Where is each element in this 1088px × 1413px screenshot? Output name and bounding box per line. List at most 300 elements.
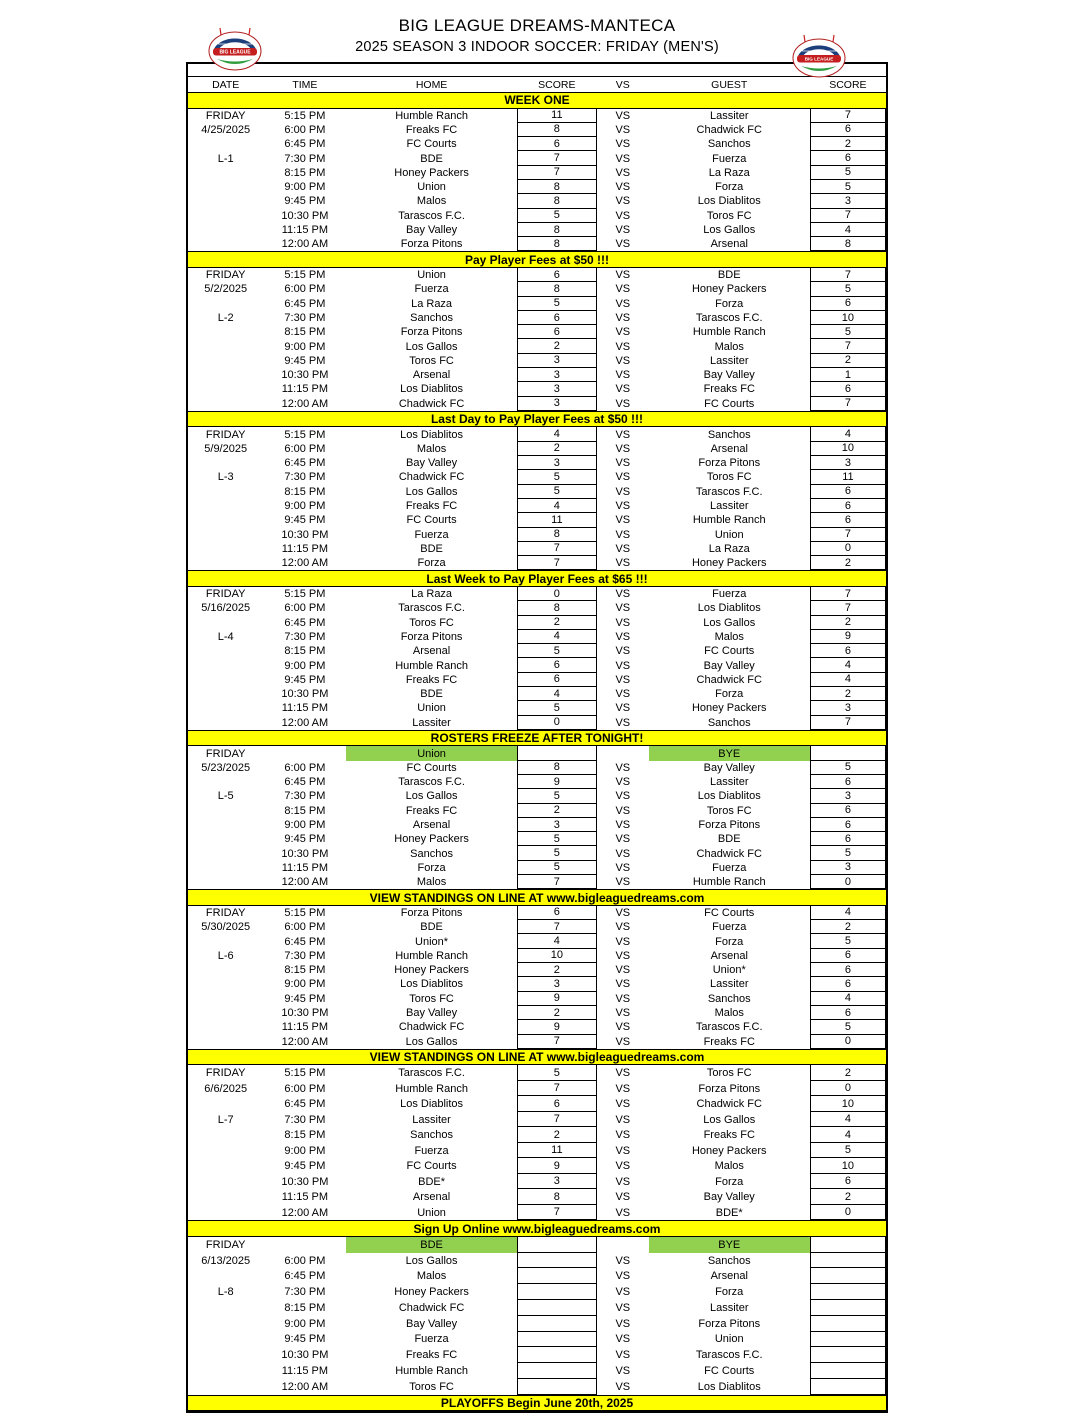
date-cell xyxy=(188,542,263,556)
home-score-box: 6 xyxy=(517,906,597,920)
vs-cell: VS xyxy=(615,485,631,498)
date-cell xyxy=(188,1143,263,1159)
date-cell xyxy=(188,963,263,977)
home-score-cell xyxy=(517,861,597,875)
guest-team-cell: Toros FC xyxy=(706,804,752,817)
home-score-box: 8 xyxy=(517,282,597,296)
guest-score-box: 2 xyxy=(810,556,886,570)
date-cell: 4/25/2025 xyxy=(201,123,251,136)
home-score-cell xyxy=(517,761,597,775)
bye-row xyxy=(188,746,886,760)
home-team-cell: Bay Valley xyxy=(405,224,458,237)
time-cell: 6:45 PM xyxy=(284,776,326,789)
guest-score-box: 5 xyxy=(810,1020,886,1034)
home-team-cell: Union* xyxy=(415,935,449,948)
stadium-logo-icon xyxy=(208,26,262,72)
column-header-date: DATE xyxy=(212,78,240,91)
home-score-box: 2 xyxy=(517,1127,597,1143)
week-section xyxy=(188,1065,886,1220)
date-cell: L-8 xyxy=(217,1286,234,1299)
date-cell: FRIDAY xyxy=(205,906,246,919)
game-row xyxy=(188,789,886,803)
guest-score-cell xyxy=(810,616,886,630)
week-banner: VIEW STANDINGS ON LINE AT www.bigleaguedreams.com xyxy=(188,889,886,906)
guest-score-box: 5 xyxy=(810,761,886,775)
game-row xyxy=(188,1081,886,1097)
time-cell: 6:45 PM xyxy=(284,457,326,470)
guest-score-box: 1 xyxy=(810,368,886,382)
guest-score-cell xyxy=(810,209,886,223)
guest-team-cell: Lassiter xyxy=(709,776,749,789)
vs-cell: VS xyxy=(615,1365,631,1378)
time-cell: 8:15 PM xyxy=(284,166,326,179)
guest-score-box: 0 xyxy=(810,875,886,889)
home-team-cell: Humble Ranch xyxy=(395,1082,468,1095)
home-team-cell: Arsenal xyxy=(412,369,451,382)
date-cell xyxy=(188,339,263,353)
vs-cell: VS xyxy=(615,645,631,658)
home-team-cell: Los Gallos xyxy=(405,485,458,498)
guest-score-box: 2 xyxy=(810,354,886,368)
vs-cell: VS xyxy=(615,906,631,919)
week-section xyxy=(188,268,886,411)
guest-team-cell: Honey Packers xyxy=(691,557,767,570)
home-score-box: 4 xyxy=(517,934,597,948)
guest-team-cell: La Raza xyxy=(708,542,750,555)
game-row xyxy=(188,1316,886,1332)
time-cell: 10:30 PM xyxy=(281,1175,329,1188)
guest-team-cell: BDE xyxy=(717,269,741,282)
vs-cell: VS xyxy=(615,442,631,455)
time-cell: 6:45 PM xyxy=(284,297,326,310)
date-cell xyxy=(188,297,263,311)
game-row xyxy=(188,920,886,934)
guest-team-cell: Malos xyxy=(714,630,744,643)
vs-cell: VS xyxy=(615,500,631,513)
home-score-box: 2 xyxy=(517,442,597,456)
guest-score-cell xyxy=(810,804,886,818)
guest-score-cell xyxy=(810,861,886,875)
guest-score-box: 6 xyxy=(810,818,886,832)
guest-score-cell xyxy=(810,601,886,615)
home-team-cell: BDE xyxy=(420,152,443,165)
guest-score-box xyxy=(810,1347,886,1363)
vs-cell: VS xyxy=(615,1113,631,1126)
home-score-box: 7 xyxy=(517,875,597,889)
time-cell: 9:00 PM xyxy=(284,181,326,194)
guest-team-cell: Humble Ranch xyxy=(692,876,766,889)
guest-team-cell: Forza Pitons xyxy=(698,1082,761,1095)
home-team-cell: Toros FC xyxy=(409,616,454,629)
home-score-box: 5 xyxy=(517,644,597,658)
vs-cell: VS xyxy=(615,557,631,570)
guest-team-cell: Los Gallos xyxy=(703,224,756,237)
home-score-cell xyxy=(517,587,597,601)
guest-score-cell xyxy=(810,109,886,123)
time-cell: 9:00 PM xyxy=(284,500,326,513)
home-team-cell: Honey Packers xyxy=(394,833,469,846)
home-score-cell xyxy=(517,325,597,339)
guest-score-box: 5 xyxy=(810,846,886,860)
home-score-box: 7 xyxy=(517,920,597,934)
game-row xyxy=(188,992,886,1006)
game-row xyxy=(188,906,886,920)
home-score-box xyxy=(517,1284,597,1300)
date-cell xyxy=(188,818,263,832)
guest-team-cell: Chadwick FC xyxy=(696,847,762,860)
home-team-cell: Forza xyxy=(417,557,446,570)
guest-score-cell xyxy=(810,137,886,151)
game-row xyxy=(188,1332,886,1348)
home-score-cell xyxy=(517,920,597,934)
guest-score-box: 6 xyxy=(810,151,886,165)
guest-score-cell xyxy=(810,1020,886,1034)
vs-cell: VS xyxy=(615,269,631,282)
home-score-box: 7 xyxy=(517,1112,597,1128)
game-row xyxy=(188,1347,886,1363)
home-team-cell: Chadwick FC xyxy=(398,471,465,484)
home-score-cell xyxy=(517,311,597,325)
guest-team-cell: Sanchos xyxy=(707,1254,751,1267)
vs-cell: VS xyxy=(615,1175,631,1188)
date-cell xyxy=(188,223,263,237)
guest-score-box: 4 xyxy=(810,992,886,1006)
time-cell: 8:15 PM xyxy=(284,1301,326,1314)
date-cell: L-3 xyxy=(217,471,234,484)
vs-cell: VS xyxy=(615,383,631,396)
guest-score-cell xyxy=(810,297,886,311)
date-cell xyxy=(188,1035,263,1049)
date-cell: FRIDAY xyxy=(205,1067,246,1080)
home-team-cell: Chadwick FC xyxy=(398,1301,465,1314)
guest-team-cell: Arsenal xyxy=(710,238,748,251)
game-row xyxy=(188,268,886,282)
game-row xyxy=(188,137,886,151)
home-score-box: 5 xyxy=(517,209,597,223)
game-row xyxy=(188,1112,886,1128)
guest-team-cell: Freaks FC xyxy=(703,383,755,396)
home-score-box: 3 xyxy=(517,382,597,396)
vs-cell: VS xyxy=(615,195,631,208)
home-team-cell: BDE xyxy=(420,542,443,555)
week-section xyxy=(188,1237,886,1395)
home-score-box: 4 xyxy=(517,687,597,701)
week-banner: VIEW STANDINGS ON LINE AT www.bigleaguedreams.com xyxy=(188,1049,886,1066)
home-score-box: 0 xyxy=(517,716,597,730)
home-team-cell: Arsenal xyxy=(412,819,451,831)
home-score-cell xyxy=(517,1081,597,1097)
home-score-box xyxy=(517,1332,597,1348)
home-score-box: 8 xyxy=(517,194,597,208)
date-cell xyxy=(188,832,263,846)
guest-score-box: 8 xyxy=(810,237,886,251)
guest-team-cell: Forza xyxy=(715,935,744,948)
game-row xyxy=(188,1268,886,1284)
guest-score-box xyxy=(810,1237,886,1253)
game-row xyxy=(188,716,886,730)
guest-team-cell: Sanchos xyxy=(707,428,751,441)
column-header-time: TIME xyxy=(292,78,318,91)
time-cell: 6:00 PM xyxy=(284,123,326,136)
guest-score-box: 7 xyxy=(810,397,886,411)
guest-score-box: 0 xyxy=(810,1081,886,1097)
home-team-cell: BDE* xyxy=(418,1175,446,1188)
home-score-cell xyxy=(517,949,597,963)
game-row xyxy=(188,1096,886,1112)
home-score-box: 2 xyxy=(517,339,597,353)
home-score-box xyxy=(517,1237,597,1253)
week-banner: Last Week to Pay Player Fees at $65 !!! xyxy=(188,570,886,587)
vs-cell: VS xyxy=(615,702,631,715)
vs-cell: VS xyxy=(615,1349,631,1362)
home-score-cell xyxy=(517,906,597,920)
guest-team-cell: Forza xyxy=(715,1286,744,1299)
guest-score-cell xyxy=(810,1143,886,1159)
home-score-box xyxy=(517,1300,597,1316)
home-team-cell: Tarascos F.C. xyxy=(398,209,465,222)
guest-score-cell xyxy=(810,456,886,470)
home-score-cell xyxy=(517,1379,597,1395)
vs-cell: VS xyxy=(615,138,631,151)
vs-cell: VS xyxy=(615,588,631,601)
guest-score-box: 3 xyxy=(810,194,886,208)
game-row xyxy=(188,180,886,194)
guest-team-cell: BDE* xyxy=(715,1206,743,1219)
vs-cell: VS xyxy=(615,1067,631,1080)
guest-score-box: 4 xyxy=(810,658,886,672)
guest-team-cell: Forza xyxy=(715,181,744,194)
guest-score-box: 4 xyxy=(810,1112,886,1128)
vs-cell: VS xyxy=(615,1035,631,1048)
home-score-cell xyxy=(517,1143,597,1159)
home-team-cell: FC Courts xyxy=(406,138,457,151)
time-cell: 10:30 PM xyxy=(281,847,329,860)
guest-team-cell: Union xyxy=(714,528,744,541)
home-score-cell xyxy=(517,470,597,484)
date-cell xyxy=(188,992,263,1006)
home-score-box: 9 xyxy=(517,1020,597,1034)
game-row xyxy=(188,513,886,527)
guest-score-box: 7 xyxy=(810,268,886,282)
time-cell: 8:15 PM xyxy=(284,804,326,817)
column-header-row xyxy=(188,77,886,92)
time-cell: 10:30 PM xyxy=(281,369,329,382)
home-team-cell: BDE xyxy=(346,1237,516,1253)
game-row xyxy=(188,775,886,789)
time-cell: 12:00 AM xyxy=(281,557,329,570)
home-score-box: 5 xyxy=(517,485,597,499)
guest-score-cell xyxy=(810,1332,886,1348)
game-row xyxy=(188,1205,886,1221)
guest-score-box: 2 xyxy=(810,1065,886,1081)
home-score-box: 8 xyxy=(517,761,597,775)
time-cell: 7:30 PM xyxy=(284,312,326,324)
date-cell xyxy=(188,1174,263,1190)
guest-score-box: 6 xyxy=(810,513,886,527)
home-team-cell: Humble Ranch xyxy=(395,659,468,672)
date-cell xyxy=(188,846,263,860)
vs-cell: VS xyxy=(615,1254,631,1267)
date-cell xyxy=(188,499,263,513)
bye-row xyxy=(188,1237,886,1253)
date-cell xyxy=(188,556,263,570)
guest-team-cell: Chadwick FC xyxy=(696,1098,762,1111)
time-cell: 5:15 PM xyxy=(284,906,326,919)
home-score-box: 9 xyxy=(517,775,597,789)
home-score-box: 5 xyxy=(517,701,597,715)
time-cell: 7:30 PM xyxy=(284,630,326,643)
vs-cell: VS xyxy=(615,428,631,441)
time-cell: 8:15 PM xyxy=(284,645,326,658)
home-team-cell: Tarascos F.C. xyxy=(398,776,465,789)
week-section xyxy=(188,746,886,889)
svg-text:BIG LEAGUE: BIG LEAGUE xyxy=(219,49,251,56)
home-score-cell xyxy=(517,701,597,715)
vs-cell: VS xyxy=(615,1021,631,1034)
guest-team-cell: Lassiter xyxy=(709,109,749,122)
guest-score-cell xyxy=(810,368,886,382)
time-cell: 8:15 PM xyxy=(284,485,326,498)
date-cell xyxy=(188,616,263,630)
guest-score-cell xyxy=(810,513,886,527)
vs-cell: VS xyxy=(615,602,631,615)
game-row xyxy=(188,861,886,875)
date-cell xyxy=(188,1347,263,1363)
time-cell: 5:15 PM xyxy=(284,428,326,441)
home-score-cell xyxy=(517,368,597,382)
guest-score-cell xyxy=(810,1081,886,1097)
home-score-box: 8 xyxy=(517,223,597,237)
guest-score-cell xyxy=(810,282,886,296)
time-cell: 7:30 PM xyxy=(284,1286,326,1299)
time-cell: 11:15 PM xyxy=(281,702,329,715)
guest-score-cell xyxy=(810,630,886,644)
guest-team-cell: Arsenal xyxy=(710,1270,748,1283)
time-cell: 12:00 AM xyxy=(281,1035,329,1048)
guest-team-cell: Forza Pitons xyxy=(698,1317,761,1330)
game-row xyxy=(188,151,886,165)
guest-score-box: 7 xyxy=(810,601,886,615)
vs-cell: VS xyxy=(615,340,631,353)
vs-cell: VS xyxy=(615,166,631,179)
home-team-cell: La Raza xyxy=(411,588,453,601)
home-team-cell: Forza xyxy=(417,861,446,874)
guest-score-box: 6 xyxy=(810,804,886,818)
game-row xyxy=(188,368,886,382)
home-score-box: 11 xyxy=(517,513,597,527)
home-score-cell xyxy=(517,716,597,730)
column-header-score: SCORE xyxy=(829,78,867,91)
date-cell xyxy=(188,456,263,470)
home-score-box: 6 xyxy=(517,311,597,325)
home-score-cell xyxy=(517,1127,597,1143)
guest-team-cell: Toros FC xyxy=(706,209,752,222)
guest-score-box xyxy=(810,1253,886,1269)
guest-score-box: 10 xyxy=(810,1096,886,1112)
time-cell: 9:45 PM xyxy=(284,673,326,686)
time-cell: 7:30 PM xyxy=(284,949,326,962)
home-team-cell: Tarascos F.C. xyxy=(398,1067,465,1080)
vs-cell: VS xyxy=(615,1007,631,1020)
date-cell: FRIDAY xyxy=(205,109,246,122)
guest-team-cell: Honey Packers xyxy=(691,1144,767,1157)
guest-team-cell: Toros FC xyxy=(706,1067,752,1080)
date-cell xyxy=(188,1127,263,1143)
home-team-cell: Bay Valley xyxy=(405,1317,458,1330)
vs-cell: VS xyxy=(615,616,631,629)
guest-score-cell xyxy=(810,701,886,715)
time-cell: 9:45 PM xyxy=(284,195,326,208)
home-team-cell: Honey Packers xyxy=(394,964,469,977)
home-team-cell: Sanchos xyxy=(410,847,453,860)
home-team-cell: Lassiter xyxy=(412,716,451,729)
game-row xyxy=(188,687,886,701)
vs-cell: VS xyxy=(615,354,631,367)
home-score-box: 6 xyxy=(517,268,597,282)
date-cell xyxy=(188,701,263,715)
guest-score-cell xyxy=(810,846,886,860)
home-score-cell xyxy=(517,1300,597,1316)
time-cell xyxy=(263,1237,346,1253)
guest-score-box xyxy=(810,1316,886,1332)
guest-score-box: 4 xyxy=(810,673,886,687)
home-score-box xyxy=(517,1347,597,1363)
playoffs-banner: PLAYOFFS Begin June 20th, 2025 xyxy=(188,1395,886,1412)
vs-cell: VS xyxy=(615,542,631,555)
vs-cell: VS xyxy=(615,1286,631,1299)
vs-cell: VS xyxy=(615,688,631,701)
vs-cell: VS xyxy=(615,819,631,831)
home-team-cell: Arsenal xyxy=(412,645,451,658)
time-cell: 12:00 AM xyxy=(281,238,329,251)
home-team-cell: Toros FC xyxy=(409,992,454,1005)
guest-score-cell xyxy=(810,587,886,601)
vs-cell: VS xyxy=(615,847,631,860)
time-cell: 5:15 PM xyxy=(284,269,326,282)
guest-score-box xyxy=(810,1379,886,1395)
time-cell: 12:00 AM xyxy=(281,1206,329,1219)
time-cell: 12:00 AM xyxy=(281,876,329,889)
guest-team-cell: Los Gallos xyxy=(703,1113,756,1126)
game-row xyxy=(188,1174,886,1190)
date-cell xyxy=(188,775,263,789)
guest-score-cell xyxy=(810,311,886,325)
home-score-box: 11 xyxy=(517,1143,597,1159)
vs-cell: VS xyxy=(615,514,631,527)
guest-score-box: 3 xyxy=(810,789,886,803)
vs-cell: VS xyxy=(615,1082,631,1095)
vs-cell: VS xyxy=(615,123,631,136)
game-row xyxy=(188,427,886,441)
home-score-box xyxy=(517,1379,597,1395)
guest-score-cell xyxy=(810,1065,886,1081)
guest-team-cell: Humble Ranch xyxy=(692,326,766,339)
home-score-box: 3 xyxy=(517,1174,597,1190)
home-team-cell: Los Diablitos xyxy=(400,1098,464,1111)
home-score-cell xyxy=(517,601,597,615)
guest-score-box: 6 xyxy=(810,382,886,396)
home-score-cell xyxy=(517,397,597,411)
page-title: BIG LEAGUE DREAMS-MANTECA xyxy=(398,16,676,35)
time-cell: 6:00 PM xyxy=(284,283,326,296)
guest-team-cell: Lassiter xyxy=(709,354,749,367)
home-team-cell: BDE xyxy=(420,921,443,934)
home-score-box: 5 xyxy=(517,297,597,311)
home-score-cell xyxy=(517,1065,597,1081)
guest-team-cell: Malos xyxy=(714,1007,744,1020)
date-cell: FRIDAY xyxy=(205,1238,246,1251)
guest-score-box: 6 xyxy=(810,977,886,991)
